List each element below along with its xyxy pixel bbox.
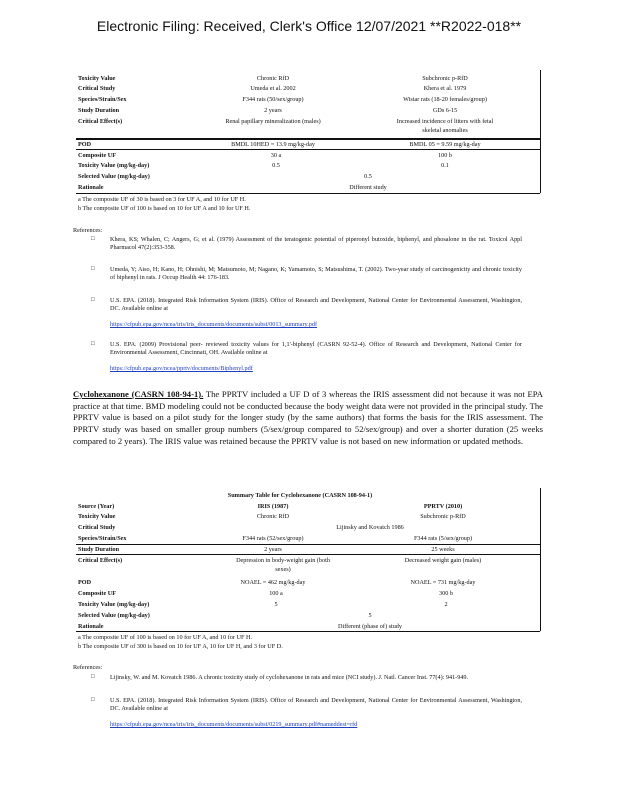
cell: 30 a	[270, 152, 282, 159]
cell: Khera et al. 1979	[423, 85, 467, 92]
bullet-icon: □	[91, 697, 95, 703]
cell: Chronic RfD	[256, 75, 290, 82]
cell: 5	[274, 601, 278, 608]
cell: 25 weeks	[431, 546, 455, 553]
cell: 2 years	[264, 107, 282, 114]
cell: 2 years	[264, 546, 282, 553]
row-label: Species/Strain/Sex	[78, 535, 127, 542]
bullet-icon: □	[91, 236, 95, 242]
row-label: Rationale	[78, 623, 104, 630]
cell: PPRTV (2010)	[423, 503, 463, 510]
row-label: Source (Year)	[78, 503, 115, 510]
row-label: Rationale	[78, 184, 104, 191]
cell: sexes)	[275, 566, 291, 573]
table-title: Summary Table for Cyclohexanone (CASRN 108-94-1)	[227, 492, 373, 499]
cell: Chronic RfD	[256, 513, 290, 520]
reference-item: Umeda, Y; Aiso, H; Kano, H; Ohnishi, M; Matsumoto, M; Nagano, K; Yamamoto, S; Matsushima, T. (2002). Two-year study of carcinogenicity and chronic toxicity of biphenyl in rats. J Occup Health 44: 176-183.	[110, 266, 522, 281]
cell: Renal papillary mineralization (males)	[225, 118, 321, 125]
cell: 2	[444, 601, 448, 608]
row-label: Selected Value (mg/kg-day)	[78, 173, 150, 180]
cell: Decreased weight gain (males)	[404, 557, 482, 564]
row-label: Species/Strain/Sex	[78, 96, 127, 103]
row-label: Toxicity Value	[78, 513, 116, 520]
row-label: Toxicity Value (mg/kg-day)	[78, 601, 150, 608]
cell: BMDL 10HED = 13.9 mg/kg-day	[231, 141, 315, 148]
cell: skeletal anomalies	[422, 127, 468, 134]
reference-item: U.S. EPA. (2018). Integrated Risk Information System (IRIS). Office of Research and Development, National Center for Environmental Assessment, Washington, DC. Available online at	[110, 697, 522, 712]
row-label: Critical Study	[78, 85, 116, 92]
footnote: a The composite UF of 30 is based on 3 for UF A, and 10 for UF H.	[78, 196, 246, 203]
footnote: b The composite UF of 300 is based on 10 for UF A, 10 for UF H, and 3 for UF D.	[78, 643, 283, 650]
cyclohexanone-paragraph	[73, 389, 543, 448]
cell: 100 a	[269, 590, 283, 597]
cell: 0.5	[272, 162, 280, 169]
cell: 100 b	[438, 152, 452, 159]
cell: NOAEL = 462 mg/kg-day	[240, 579, 306, 586]
reference-link[interactable]: https://cfpub.epa.gov/ncea/iris/iris_documents/documents/subst/0219_summary.pdf#nameddest=rfd	[110, 721, 358, 728]
cell: Umeda et al. 2002	[250, 85, 296, 92]
row-label: Toxicity Value (mg/kg-day)	[78, 162, 150, 169]
reference-item: Khera, KS; Whalen, C; Angers, G; et al. (1979) Assessment of the teratogenic potential of piperonyl butoxide, biphenyl, and phosalone in the rat. Toxicol Appl Pharmacol 47(2):353-358.	[110, 236, 522, 251]
bullet-icon: □	[91, 266, 95, 272]
cell: 0.5	[364, 173, 372, 180]
cell: 300 b	[439, 590, 453, 597]
references-heading: References:	[73, 664, 103, 671]
cell: F344 rats (50/sex/group)	[242, 96, 304, 103]
cell: F344 rats (52/sex/group)	[242, 535, 304, 542]
references-heading: References:	[73, 227, 103, 234]
cell: 5	[368, 612, 372, 619]
row-label: Critical Study	[78, 524, 116, 531]
row-label: Critical Effect(s)	[78, 557, 123, 564]
row-label: POD	[78, 141, 92, 148]
cell: GDs 6-15	[432, 107, 458, 114]
cell: Subchronic p-RfD	[422, 75, 468, 82]
row-label: Selected Value (mg/kg-day)	[78, 612, 150, 619]
reference-link[interactable]: https://cfpub.epa.gov/ncea/iris/iris_documents/documents/subst/0013_summary.pdf	[110, 321, 318, 328]
cell: Subchronic p-RfD	[420, 513, 466, 520]
cell: Different (phase of) study	[338, 623, 402, 630]
row-label: POD	[78, 579, 92, 586]
footnote: b The composite UF of 100 is based on 10 for UF A and 10 for UF H.	[78, 205, 251, 212]
row-label: Toxicity Value	[78, 75, 116, 82]
reference-item: Lijinsky, W. and M. Kovatch 1986. A chronic toxicity study of cyclohexanone in rats and mice (NCI study). J. Natl. Cancer Inst. 77(4): 941-949.	[110, 674, 469, 681]
cell: BMDL 05 = 9.59 mg/kg-day	[409, 141, 481, 148]
footnote: a The composite UF of 100 is based on 10 for UF A, and 10 for UF H.	[78, 634, 252, 641]
cell: Increased incidence of litters with fetal	[396, 118, 494, 125]
reference-item: U.S. EPA. (2018). Integrated Risk Information System (IRIS). Office of Research and Development, National Center for Environmental Assessment, Washington, DC. Available online at	[110, 297, 522, 312]
row-label: Critical Effect(s)	[78, 118, 123, 125]
reference-item: U.S. EPA. (2009) Provisional peer- reviewed toxicity values for 1,1'-biphenyl (CASRN 92-52-4). Office of Research and Development, National Center for Environmental Assessment, Cincinnati, OH. Available online at	[110, 341, 522, 356]
cell: F344 rats (5/sex/group)	[413, 535, 473, 542]
cell: Wistar rats (18-20 females/group)	[403, 96, 487, 103]
bullet-icon: □	[91, 341, 95, 347]
filing-header: Electronic Filing: Received, Clerk's Office 12/07/2021 **R2022-018**	[96, 18, 522, 34]
cell: IRIS (1987)	[257, 503, 289, 510]
reference-link[interactable]: https://cfpub.epa.gov/ncea/pprtv/documents/Biphenyl.pdf	[110, 365, 253, 372]
cell: Depression in body-weight gain (both	[236, 557, 330, 564]
row-label: Study Duration	[78, 546, 120, 553]
paragraph-title: Cyclohexanone (CASRN 108-94-1).	[73, 389, 204, 399]
cell: Different study	[349, 184, 387, 191]
bullet-icon: □	[91, 674, 95, 680]
paragraph-body: The PPRTV included a UF D of 3 whereas the IRIS assessment did not because it was not EPA practice at that time. BMD modeling could not be conducted because the body weight data were not provided in the principal study. The PPRTV value is based on a pilot study for the longer study (by the same authors) that forms the basis for the IRIS assessment. The PPRTV study was based on smaller group numbers (5/sex/group compared to 52/sex/group) and over a shorter duration (25 weeks compared to 2 years). The IRIS value was retained because the PPRTV value is not based on new information or updated methods.	[73, 389, 544, 446]
cell: Lijinsky and Kovatch 1986	[336, 524, 404, 531]
row-label: Composite UF	[78, 152, 116, 159]
row-label: Composite UF	[78, 590, 116, 597]
cell: NOAEL = 731 mg/kg-day	[410, 579, 476, 586]
bullet-icon: □	[91, 297, 95, 303]
cell: 0.1	[441, 162, 449, 169]
row-label: Study Duration	[78, 107, 120, 114]
